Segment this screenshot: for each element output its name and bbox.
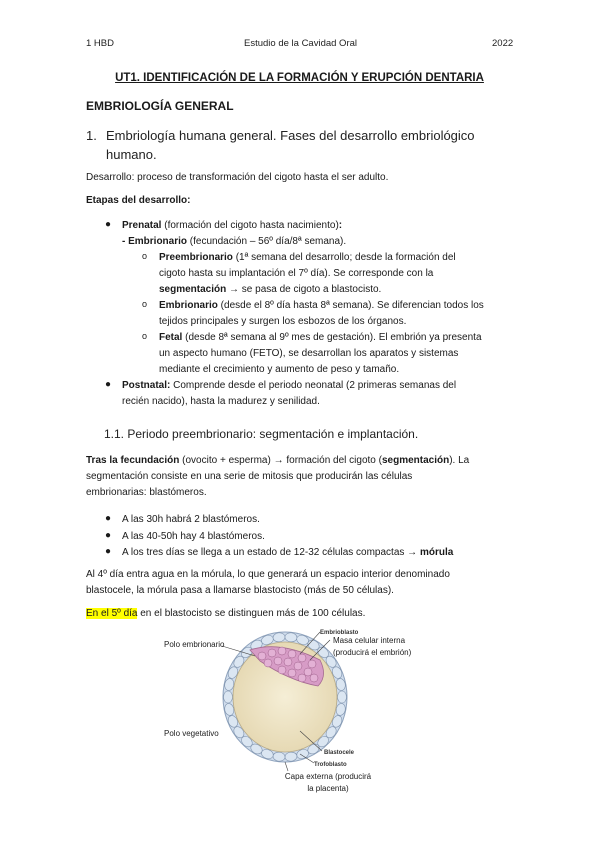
- dia4-line2: blastocele, la mórula pasa a llamarse blastocisto (más de 50 células).: [86, 585, 394, 596]
- numbered-heading-text: Embriología humana general. Fases del desarrollo embriológico humano.: [106, 128, 475, 162]
- embrionario-sub-item: [159, 298, 519, 330]
- embrionario-line: [122, 234, 346, 250]
- numbered-heading: [86, 126, 516, 164]
- segmentacion-label: segmentación: [159, 284, 227, 295]
- bullet-icon: ●: [105, 219, 112, 230]
- embryoblast-cell: [294, 662, 302, 670]
- embryoblast-cell: [298, 674, 306, 682]
- embryoblast-cell: [308, 660, 316, 668]
- embrionario-sub-line1: (desde el 8º día hasta 8ª semana). Se diferencian todos los: [217, 300, 484, 311]
- embryoblast-cell: [288, 650, 296, 658]
- embryoblast-cell: [310, 674, 318, 682]
- subsection-heading: 1.1. Periodo preembrionario: segmentación e implantación.: [104, 427, 419, 441]
- capa-line1-label: Capa externa (producirá: [284, 772, 372, 781]
- fetal-label: Fetal: [159, 332, 183, 343]
- fecundacion-label: Tras la fecundación: [86, 455, 180, 466]
- dia5-text: en el blastocisto se distinguen más de 100 células.: [137, 608, 366, 619]
- embryoblast-cell: [278, 666, 286, 674]
- embrionario-label: - Embrionario: [122, 236, 188, 247]
- masa-line2-label: (producirá el embrión): [333, 648, 412, 657]
- preembrionario-item: [159, 250, 519, 298]
- header-center: Estudio de la Cavidad Oral: [244, 38, 358, 49]
- bullet-icon: ●: [105, 513, 112, 524]
- segmentacion-term: segmentación: [381, 455, 450, 466]
- capa-externa-caption: [283, 771, 373, 795]
- fetal-line2: un aspecto humano (FETO), se desarrollan los aparatos y sistemas: [159, 348, 459, 359]
- header-left: 1 HBD: [86, 38, 114, 49]
- fecundacion-end: ). La: [449, 455, 470, 466]
- embryoblast-cell: [304, 668, 312, 676]
- morula-item: [122, 545, 453, 561]
- dia4-paragraph: [86, 567, 526, 599]
- embryoblast-cell: [264, 659, 272, 667]
- postnatal-label: Postnatal:: [122, 380, 171, 391]
- embrionario-desc: (fecundación – 56º día/8ª semana).: [187, 236, 347, 247]
- embryoblast-cell: [298, 654, 306, 662]
- dia5-highlight: En el 5º día: [86, 608, 138, 619]
- stages-heading: Etapas del desarrollo:: [86, 195, 191, 206]
- morula-text: A los tres días se llega a un estado de 12-32 células compactas →: [122, 547, 420, 558]
- dia4-line1: Al 4º día entra agua en la mórula, lo que generará un espacio interior denominado: [86, 569, 450, 580]
- blastocyst-diagram: [150, 626, 450, 776]
- trophoblast-cell: [224, 691, 233, 703]
- postnatal-line1: Comprende desde el periodo neonatal (2 primeras semanas del: [170, 380, 457, 391]
- fetal-line3: mediante el crecimiento y aumento de peso y tamaño.: [159, 364, 400, 375]
- bullet-icon: ●: [105, 530, 112, 541]
- section-heading: EMBRIOLOGÍA GENERAL: [86, 99, 234, 113]
- numbered-heading-number: 1.: [86, 128, 97, 143]
- embryoblast-cell: [278, 647, 286, 655]
- morula-term: mórula: [419, 547, 454, 558]
- prenatal-colon: :: [338, 220, 343, 231]
- embrionario-sub-label: Embrionario: [159, 300, 218, 311]
- bullet-icon: ●: [105, 546, 112, 557]
- embryoblast-cell: [258, 652, 266, 660]
- blastocyst-body: [223, 632, 347, 762]
- document-title: UT1. IDENTIFICACIÓN DE LA FORMACIÓN Y ERUPCIÓN DENTARIA: [115, 72, 484, 84]
- fetal-item: [159, 330, 519, 378]
- postnatal-line2: recién nacido), hasta la madurez y senilidad.: [122, 396, 320, 407]
- capa-line2-label: la placenta): [307, 784, 349, 793]
- prenatal-item: [122, 218, 342, 234]
- fecundacion-paragraph: [86, 453, 526, 501]
- embryoblast-cell: [274, 657, 282, 665]
- embryoblast-cell: [284, 658, 292, 666]
- blastocele-label: Blastocele: [324, 750, 355, 756]
- postnatal-item: [122, 378, 522, 410]
- embrionario-sub-line2: tejidos principales y surgen los esbozos de los órganos.: [159, 316, 407, 327]
- bullet-icon: ●: [105, 379, 112, 390]
- embrioblasto-label: Embrioblasto: [320, 630, 359, 636]
- blastomeros-item-1: A las 30h habrá 2 blastómeros.: [122, 514, 260, 525]
- embryoblast-cell: [288, 669, 296, 677]
- polo-embrionario-label: Polo embrionario: [164, 640, 225, 649]
- fetal-line1: (desde 8ª semana al 9º mes de gestación). El embrión ya presenta: [182, 332, 482, 343]
- circle-bullet-icon: o: [142, 331, 148, 341]
- preembrionario-line3: → se pasa de cigoto a blastocisto.: [226, 284, 382, 295]
- definition-text: Desarrollo: proceso de transformación del cigoto hasta el ser adulto.: [86, 172, 389, 183]
- preembrionario-label: Preembrionario: [159, 252, 233, 263]
- embryoblast-cell: [268, 649, 276, 657]
- fecundacion-line3: embrionarias: blastómeros.: [86, 487, 207, 498]
- circle-bullet-icon: o: [142, 299, 148, 309]
- fecundacion-mid: (ovocito + esperma) → formación del cigoto (: [179, 455, 382, 466]
- blastomeros-item-2: A las 40-50h hay 4 blastómeros.: [122, 531, 265, 542]
- fecundacion-line2: segmentación consiste en una serie de mitosis que producirán las células: [86, 471, 413, 482]
- header-right: 2022: [492, 38, 514, 49]
- trophoblast-cell: [338, 691, 347, 703]
- prenatal-label: Prenatal: [122, 220, 162, 231]
- preembrionario-line2: cigoto hasta su implantación el 7º día). Se corresponde con la: [159, 268, 434, 279]
- polo-vegetativo-label: Polo vegetativo: [164, 729, 219, 738]
- trofoblasto-label: Trofoblasto: [314, 762, 347, 768]
- circle-bullet-icon: o: [142, 251, 148, 261]
- preembrionario-line1: (1ª semana del desarrollo; desde la formación del: [232, 252, 456, 263]
- masa-line1-label: Masa celular interna: [333, 636, 406, 645]
- dia5-paragraph: [86, 606, 365, 622]
- prenatal-desc: (formación del cigoto hasta nacimiento): [161, 220, 339, 231]
